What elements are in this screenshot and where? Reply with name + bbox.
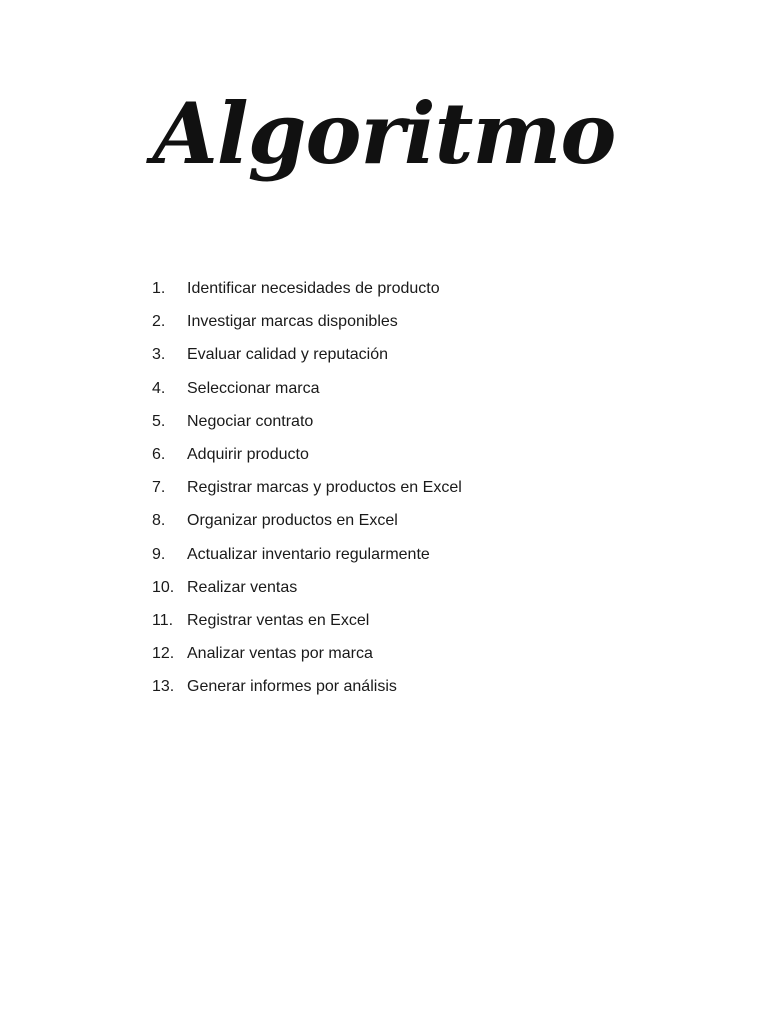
step-number: 5. (152, 412, 166, 430)
list-item (152, 346, 462, 379)
list-item (152, 380, 462, 413)
list-item (152, 678, 462, 711)
step-number: 3. (152, 346, 166, 364)
step-text: Seleccionar marca (187, 379, 320, 397)
step-number: 8. (152, 512, 166, 530)
step-number: 12. (152, 645, 175, 663)
step-number: 11. (152, 611, 174, 629)
step-text: Evaluar calidad y reputación (187, 346, 389, 364)
page-title: Algoritmo (152, 84, 616, 183)
step-text: Negociar contrato (187, 412, 314, 430)
step-text: Investigar marcas disponibles (187, 313, 398, 331)
step-number: 10. (152, 578, 175, 596)
step-number: 1. (152, 280, 166, 297)
list-item (152, 413, 462, 446)
step-text: Realizar ventas (187, 578, 298, 596)
step-number: 2. (152, 313, 166, 331)
step-text: Generar informes por análisis (187, 678, 397, 696)
list-item (152, 446, 462, 479)
step-text: Identificar necesidades de producto (187, 280, 440, 297)
step-text: Analizar ventas por marca (187, 645, 373, 663)
list-item (152, 579, 462, 612)
step-text: Registrar ventas en Excel (187, 611, 370, 629)
list-item (152, 313, 462, 346)
step-text: Organizar productos en Excel (187, 512, 398, 530)
list-item (152, 512, 462, 545)
list-item (152, 280, 462, 313)
list-item (152, 612, 462, 645)
step-number: 6. (152, 445, 166, 463)
list-item (152, 645, 462, 678)
step-number: 4. (152, 379, 166, 397)
step-text: Registrar marcas y productos en Excel (187, 479, 462, 497)
step-number: 13. (152, 678, 175, 696)
step-number: 9. (152, 545, 166, 563)
list-item (152, 479, 462, 512)
step-text: Adquirir producto (187, 445, 309, 463)
steps-list (152, 280, 462, 711)
list-item (152, 546, 462, 579)
step-text: Actualizar inventario regularmente (187, 545, 430, 563)
step-number: 7. (152, 479, 166, 497)
